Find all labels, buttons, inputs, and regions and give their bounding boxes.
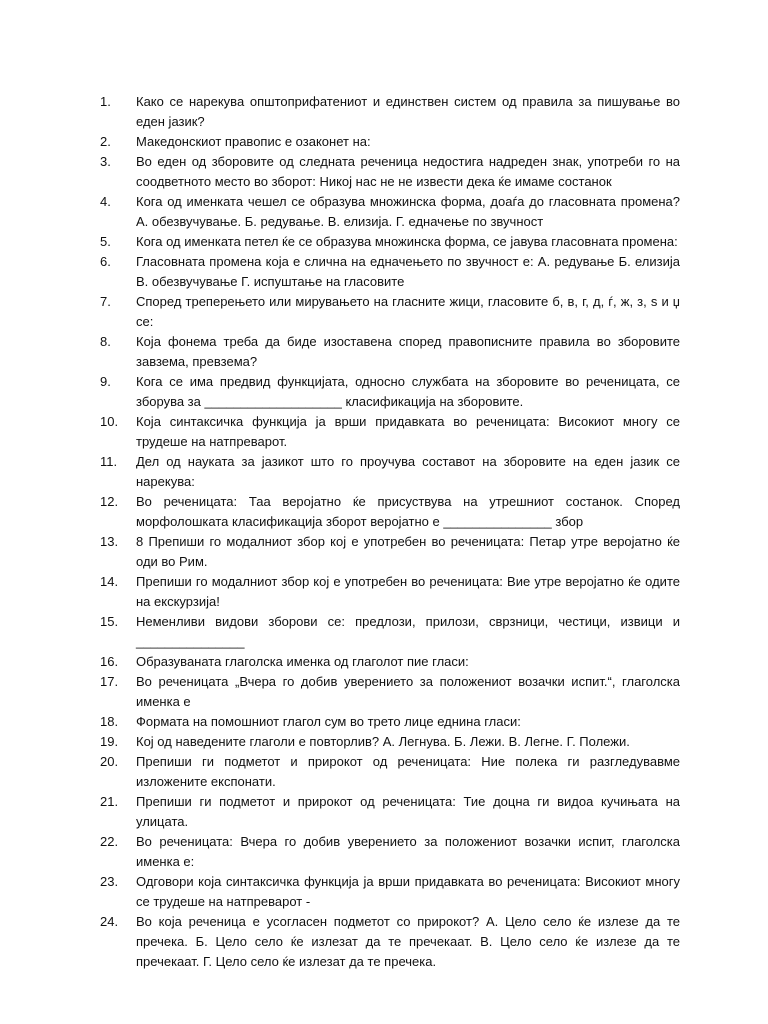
question-text: Дел од науката за јазикот што го проучува составот на зборовите на еден јазик се нарекува: (136, 454, 680, 489)
question-item (100, 132, 680, 152)
question-item (100, 492, 680, 532)
question-number: 18. (100, 714, 119, 729)
question-text: Формата на помошниот глагол сум во трето лице еднина гласи: (136, 714, 521, 729)
question-item (100, 152, 680, 192)
question-text: Образуваната глаголска именка од глаголот пие гласи: (136, 654, 469, 669)
question-number: 24. (100, 914, 119, 929)
question-text: Како се нарекува општоприфатениот и единствен систем од правила за пишување во еден јазик? (136, 94, 680, 129)
question-item (100, 92, 680, 132)
question-number: 15. (100, 614, 119, 629)
question-text: 8 Препиши го модалниот збор кој е употребен во реченицата: Петар утре веројатно ќе оди во Рим. (136, 534, 680, 569)
question-item (100, 612, 680, 652)
question-number: 6. (100, 254, 111, 269)
question-text: Препиши ги подметот и прирокот од реченицата: Ние полека ги разгледувавме изложените експонати. (136, 754, 680, 789)
question-number: 2. (100, 134, 111, 149)
question-number: 16. (100, 654, 119, 669)
question-item (100, 292, 680, 332)
question-text: Препиши ги подметот и прирокот од реченицата: Тие доцна ги видоа кучињата на улицата. (136, 794, 680, 829)
question-number: 22. (100, 834, 119, 849)
question-item (100, 652, 680, 672)
question-item (100, 532, 680, 572)
question-number: 11. (100, 454, 118, 469)
question-text: Која синтаксичка функција ја врши придавката во реченицата: Високиот многу се трудеше на натпреварот. (136, 414, 680, 449)
question-text: Која фонема треба да биде изоставена според правописните правила во зборовите завзема, превзема? (136, 334, 680, 369)
question-number: 5. (100, 234, 111, 249)
question-item (100, 452, 680, 492)
question-item (100, 832, 680, 872)
question-number: 8. (100, 334, 111, 349)
question-number: 14. (100, 574, 119, 589)
question-text: Според треперењето или мирувањето на гласните жици, гласовите б, в, г, д, ѓ, ж, з, ѕ и џ се: (136, 294, 680, 329)
question-text: Кога од именката петел ќе се образува множинска форма, се јавува гласовната промена: (136, 234, 678, 249)
question-text: Македонскиот правопис е озаконет на: (136, 134, 371, 149)
question-item (100, 252, 680, 292)
question-number: 10. (100, 414, 119, 429)
question-number: 7. (100, 294, 111, 309)
question-number: 13. (100, 534, 119, 549)
question-item (100, 232, 680, 252)
question-item (100, 332, 680, 372)
question-text: Во еден од зборовите од следната реченица недостига надреден знак, употреби го на соодветното место во зборот: Никој нас не не извести дека ќе имаме состанок (136, 154, 680, 189)
question-number: 1. (100, 94, 111, 109)
question-number: 12. (100, 494, 119, 509)
question-item (100, 192, 680, 232)
question-text: Во реченицата: Вчера го добив уверението за положениот возачки испит, глаголска именка е: (136, 834, 680, 869)
question-number: 17. (100, 674, 119, 689)
question-item (100, 872, 680, 912)
question-number: 3. (100, 154, 111, 169)
question-text: Гласовната промена која е слична на едначењето по звучност е: А. редување Б. елизија В. обезвучување Г. испуштање на гласовите (136, 254, 680, 289)
question-number: 19. (100, 734, 119, 749)
question-item (100, 712, 680, 732)
question-text: Кој од наведените глаголи е повторлив? А. Легнува. Б. Лежи. В. Легне. Г. Полежи. (136, 734, 630, 749)
question-number: 9. (100, 374, 111, 389)
question-number: 23. (100, 874, 119, 889)
question-number: 21. (100, 794, 119, 809)
question-item (100, 732, 680, 752)
question-text: Во која реченица е усогласен подметот со прирокот? А. Цело село ќе излезе да те пречека. Б. Цело село ќе излезат да те пречекаат. В. Цело село ќе излезе да те пречекаат. Г. Цело село ќе излезат да те пречека. (136, 914, 680, 969)
question-item (100, 792, 680, 832)
question-item (100, 412, 680, 452)
question-text: Кога се има предвид функцијата, односно службата на зборовите во реченицата, се зборува за ___________________ класификација на зборовите. (136, 374, 680, 409)
question-item (100, 672, 680, 712)
question-item (100, 572, 680, 612)
question-text: Кога од именката чешел се образува множинска форма, доаѓа до гласовната промена? А. обезвучување. Б. редување. В. елизија. Г. едначење по звучност (136, 194, 680, 229)
question-text: Препиши го модалниот збор кој е употребен во реченицата: Вие утре веројатно ќе одите на екскурзија! (136, 574, 680, 609)
question-text: Во реченицата: Таа веројатно ќе присуствува на утрешниот состанок. Според морфолошката класификација зборот веројатно е _______________ збор (136, 494, 680, 529)
question-number: 4. (100, 194, 111, 209)
question-list (100, 92, 680, 972)
question-text: Одговори која синтаксичка функција ја врши придавката во реченицата: Високиот многу се трудеше на натпреварот - (136, 874, 680, 909)
question-text: Неменливи видови зборови се: предлози, прилози, сврзници, честици, извици и _______________ (136, 614, 680, 649)
question-item (100, 912, 680, 972)
question-number: 20. (100, 754, 119, 769)
question-item (100, 752, 680, 792)
question-text: Во реченицата „Вчера го добив уверението за положениот возачки испит.“, глаголска именка е (136, 674, 680, 709)
question-item (100, 372, 680, 412)
